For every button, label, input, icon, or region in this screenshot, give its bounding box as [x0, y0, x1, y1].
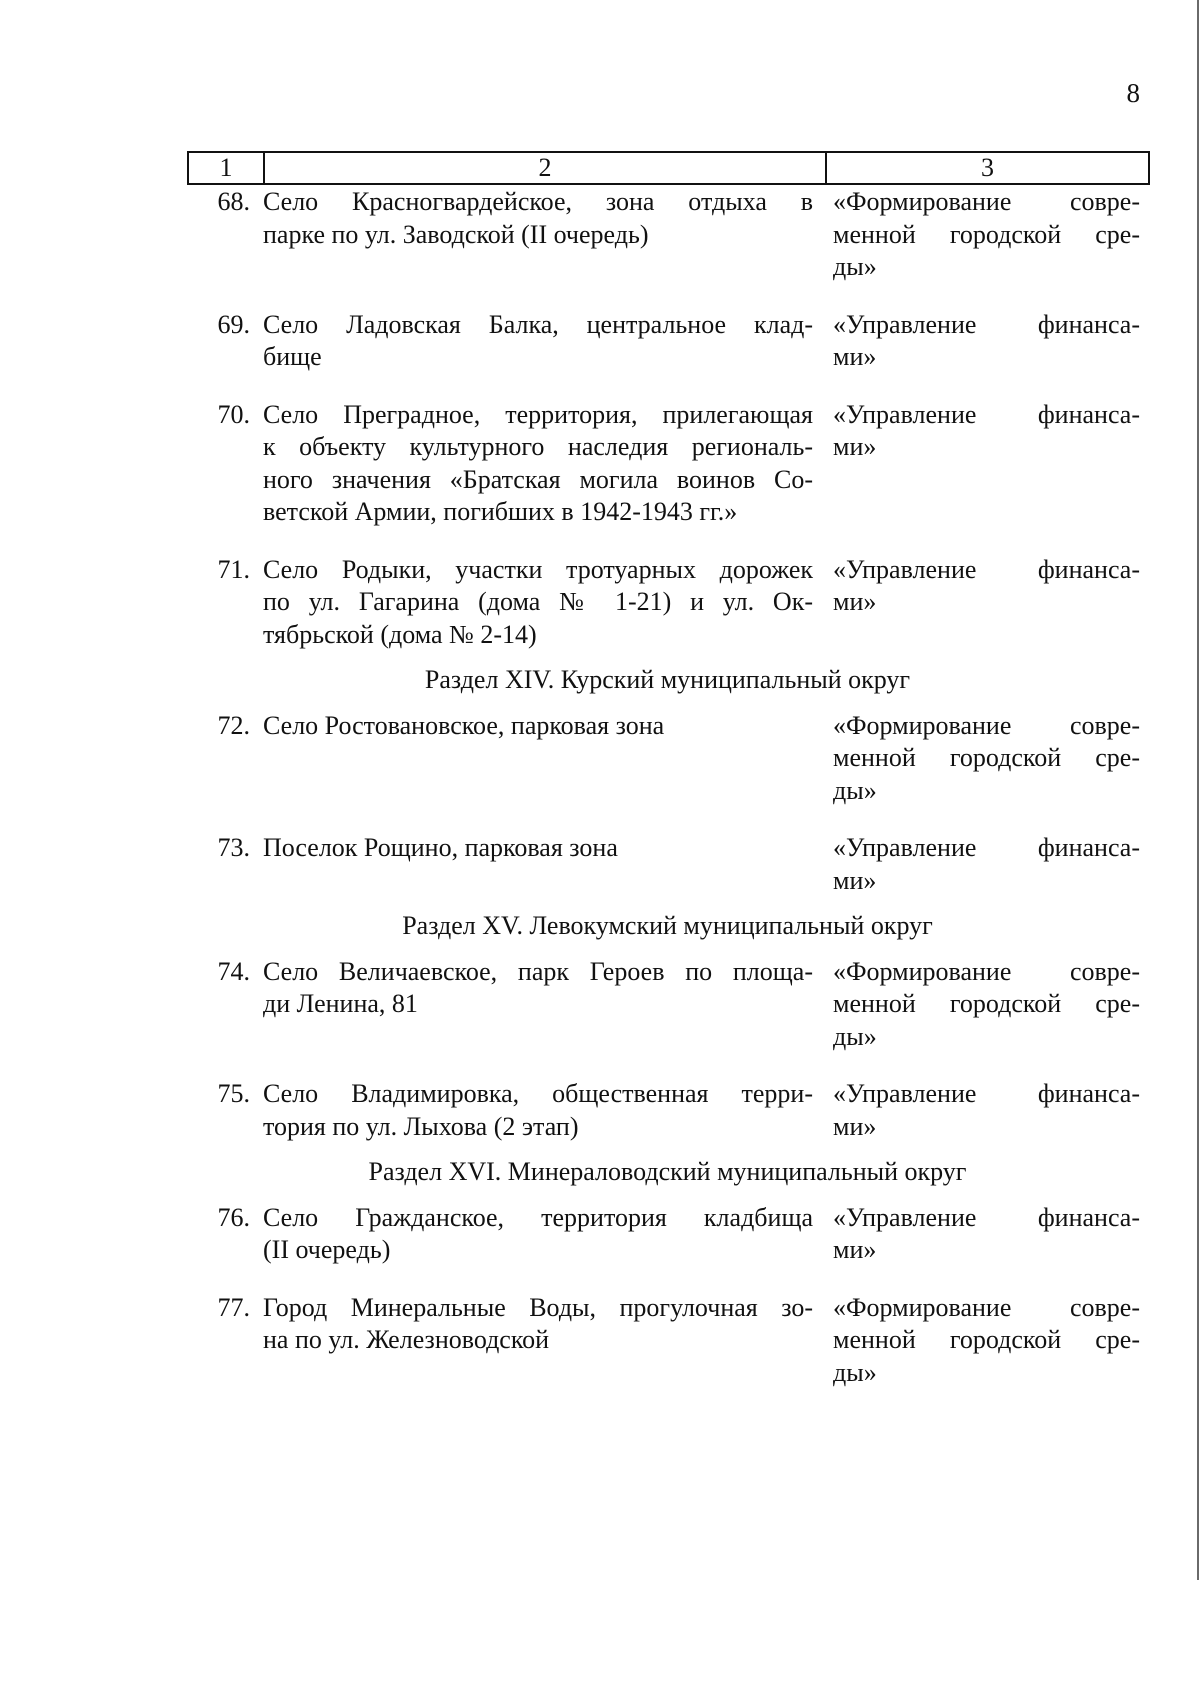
description-line: ди Ленина, 81 [263, 989, 418, 1018]
program-name [833, 554, 1148, 652]
column-header-program: 3 [826, 152, 1149, 184]
row-number: 76. [217, 1202, 250, 1232]
program-line: ды» [833, 775, 877, 805]
table-row [187, 1202, 1148, 1267]
program-name [833, 309, 1148, 374]
object-description [263, 186, 833, 284]
object-description [263, 956, 833, 1054]
column-header-row [188, 152, 1149, 184]
program-line: менной городской сре- [833, 989, 1140, 1018]
program-line: ми» [833, 1111, 877, 1141]
row-number: 77. [217, 1292, 250, 1322]
column-header-number: 1 [188, 152, 264, 184]
description-line: к объекту культурного наследия региональ- [263, 432, 813, 461]
program-line: ды» [833, 1021, 877, 1051]
row-number: 73. [217, 833, 250, 862]
document-body [187, 186, 1148, 1389]
program-line: «Управление финанса- [833, 554, 1140, 584]
program-line: менной городской сре- [833, 219, 1140, 249]
section-heading: Раздел XV. Левокумский муниципальный округ [402, 911, 933, 940]
description-line: Село Ростовановское, парковая зона [263, 710, 665, 740]
program-name [833, 399, 1148, 529]
description-line: Село Величаевское, парк Героев по площа- [263, 956, 813, 986]
description-line: Поселок Рощино, парковая зона [263, 833, 618, 862]
table-row [187, 832, 1148, 897]
description-line: бище [263, 342, 322, 371]
row-number: 69. [217, 309, 250, 339]
table-row [187, 554, 1148, 652]
table-row [187, 710, 1148, 808]
description-line: Село Ладовская Балка, центральное клад- [263, 309, 813, 339]
program-name [833, 186, 1148, 284]
description-line: Город Минеральные Воды, прогулочная зо- [263, 1292, 813, 1322]
program-line: «Управление финанса- [833, 1079, 1140, 1108]
object-description [263, 1202, 833, 1267]
column-header-description: 2 [264, 152, 826, 184]
object-description [263, 399, 833, 529]
description-line: тябрьской (дома № 2-14) [263, 619, 537, 649]
program-line: менной городской сре- [833, 743, 1140, 772]
row-number: 72. [217, 710, 250, 740]
program-name [833, 1292, 1148, 1390]
program-line: ми» [833, 342, 877, 371]
program-line: «Формирование совре- [833, 1292, 1140, 1322]
description-line: ветской Армии, погибших в 1942-1943 гг.» [263, 497, 738, 526]
program-line: менной городской сре- [833, 1325, 1140, 1354]
program-line: «Формирование совре- [833, 187, 1140, 216]
description-line: по ул. Гагарина (дома № 1-21) и ул. Ок- [263, 587, 813, 616]
object-description [263, 309, 833, 374]
program-line: «Формирование совре- [833, 710, 1140, 740]
object-description [263, 1078, 833, 1143]
object-description [263, 1292, 833, 1390]
row-number: 68. [217, 187, 250, 216]
program-line: «Управление финанса- [833, 309, 1140, 339]
program-line: ми» [833, 865, 877, 895]
description-line: Село Родыки, участки тротуарных дорожек [263, 554, 813, 584]
table-row [187, 399, 1148, 529]
row-number: 70. [217, 399, 250, 429]
description-line: на по ул. Железноводской [263, 1325, 550, 1354]
program-name [833, 832, 1148, 897]
program-line: «Формирование совре- [833, 956, 1140, 986]
table-row [187, 956, 1148, 1054]
row-number: 71. [217, 554, 250, 584]
program-name [833, 1078, 1148, 1143]
page-edge-line [1197, 0, 1199, 1580]
column-header-table [187, 151, 1150, 185]
description-line: Село Владимировка, общественная терри- [263, 1079, 813, 1108]
description-line: ного значения «Братская могила воинов Со- [263, 464, 813, 494]
object-description [263, 832, 833, 897]
program-line: «Управление финанса- [833, 399, 1140, 429]
table-row [187, 309, 1148, 374]
description-line: (II очередь) [263, 1235, 391, 1264]
program-line: «Управление финанса- [833, 1202, 1140, 1232]
program-line: ми» [833, 1235, 877, 1264]
program-line: ды» [833, 252, 877, 281]
description-line: Село Преградное, территория, прилегающая [263, 399, 813, 429]
object-description [263, 554, 833, 652]
table-row [187, 1292, 1148, 1390]
program-line: ды» [833, 1357, 877, 1387]
description-line: тория по ул. Лыхова (2 этап) [263, 1111, 579, 1141]
program-line: ми» [833, 587, 877, 616]
object-description [263, 710, 833, 808]
row-number: 75. [217, 1079, 250, 1108]
description-line: Село Красногвардейское, зона отдыха в [263, 187, 813, 216]
row-number: 74. [217, 956, 250, 986]
table-row [187, 1078, 1148, 1143]
program-name [833, 710, 1148, 808]
program-name [833, 1202, 1148, 1267]
section-heading: Раздел XIV. Курский муниципальный округ [424, 665, 911, 694]
section-heading: Раздел XVI. Минераловодский муниципальный округ [368, 1157, 967, 1186]
table-row [187, 186, 1148, 284]
program-line: ми» [833, 432, 877, 461]
description-line: парке по ул. Заводской (II очередь) [263, 219, 649, 249]
page-number: 8 [1126, 78, 1140, 108]
program-name [833, 956, 1148, 1054]
description-line: Село Гражданское, территория кладбища [263, 1202, 813, 1232]
program-line: «Управление финанса- [833, 833, 1140, 862]
